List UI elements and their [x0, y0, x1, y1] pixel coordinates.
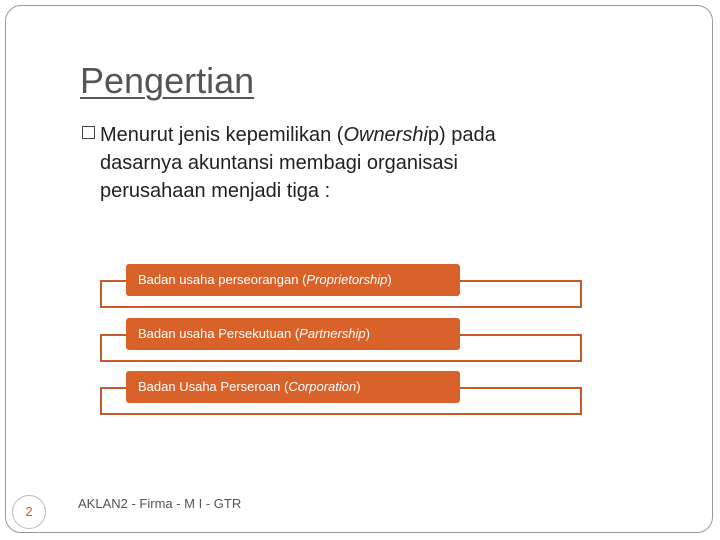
- item-label-close: ): [387, 272, 392, 287]
- checkbox-bullet-icon: [82, 126, 95, 139]
- item-label-close: ): [356, 379, 361, 394]
- bullet-text-part: p) pada: [427, 124, 496, 146]
- page-number: 2: [12, 495, 46, 529]
- list-item: [126, 371, 460, 403]
- bullet-text-line: perusahaan menjadi tiga :: [100, 180, 331, 202]
- item-label-italic: Corporation: [288, 379, 357, 394]
- bullet-text-italic: Ownershi: [343, 124, 428, 146]
- bullet-point: [82, 121, 642, 205]
- bullet-text: [100, 121, 642, 205]
- slide-title: Pengertian: [80, 60, 255, 101]
- bullet-text-part: Menurut jenis kepemilikan (: [100, 124, 344, 146]
- item-label: Badan usaha perseorangan (: [138, 272, 307, 287]
- item-label-italic: Partnership: [299, 326, 366, 341]
- item-label-italic: Proprietorship: [306, 272, 388, 287]
- list-item: [126, 318, 460, 350]
- item-label: Badan usaha Persekutuan (: [138, 326, 300, 341]
- list-diagram: [100, 264, 582, 416]
- footer-text: AKLAN2 - Firma - M I - GTR: [78, 496, 242, 511]
- item-label-close: ): [365, 326, 370, 341]
- list-item: [126, 264, 460, 296]
- item-label: Badan Usaha Perseroan (: [138, 379, 289, 394]
- bullet-text-line: dasarnya akuntansi membagi organisasi: [100, 152, 458, 174]
